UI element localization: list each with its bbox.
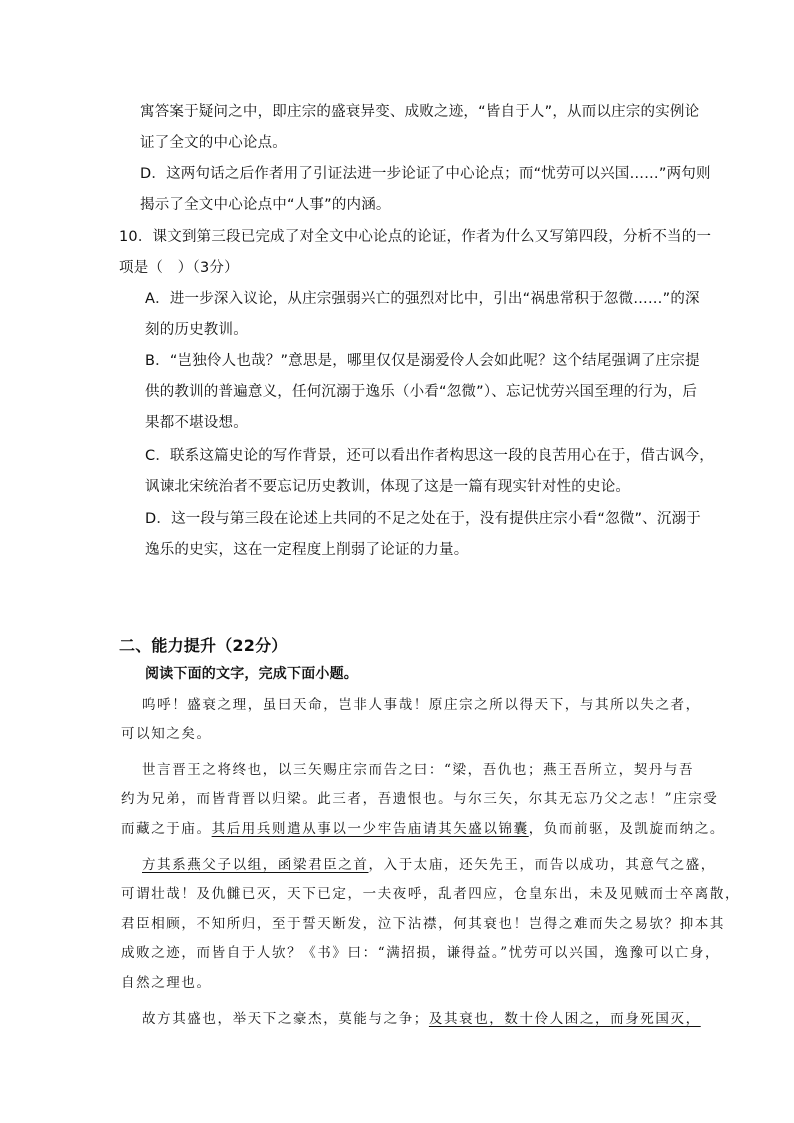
passage-text: ，入于太庙，还矢先王，而告以成功，其意气之盛，: [368, 857, 716, 873]
underlined-sentence: 其后用兵则遣从事以一少牢告庙请其矢盛以锦囊: [211, 821, 529, 837]
q10-option-a: 刻的历史教训。: [145, 322, 248, 338]
q9-option-d-line: D．这两句话之后作者用了引证法进一步论证了中心论点；而“忧劳可以兴国……”两句则: [140, 166, 711, 182]
passage-line: 世言晋王之将终也，以三矢赐庄宗而告之曰：“梁，吾仇也；燕王吾所立，契丹与吾: [142, 762, 695, 778]
q10-option-d: 逸乐的史实，这在一定程度上削弱了论证的力量。: [145, 542, 469, 558]
q10-stem: 项是（ ）（3分）: [119, 260, 239, 276]
passage-line: [142, 1009, 701, 1029]
underlined-sentence: 及其衰也，数十伶人困之，而身死国灭，: [428, 1011, 701, 1027]
passage-text: 故方其盛也，举天下之豪杰，莫能与之争；: [142, 1011, 429, 1027]
q10-option-b: B．“岂独伶人也哉？”意思是，哪里仅仅是溺爱伶人会如此呢？这个结尾强调了庄宗提: [145, 353, 700, 369]
q9-option-d-line: 揭示了全文中心论点中“人事”的内涵。: [140, 197, 391, 213]
q10-option-c: C．联系这篇史论的写作背景，还可以看出作者构思这一段的良苦用心在于，借古讽今，: [145, 448, 714, 464]
passage-line: 约为兄弟，而皆背晋以归梁。此三者，吾遗恨也。与尔三矢，尔其无忘乃父之志！”庄宗受: [121, 791, 719, 807]
passage-line: 成败之迹，而皆自于人欤？《书》曰：“满招损，谦得益。”忧劳可以兴国，逸豫可以亡身，: [121, 945, 721, 961]
underlined-sentence: 方其系燕父子以组，函梁君臣之首: [142, 857, 369, 873]
passage-text: ，负而前驱，及凯旋而纳之。: [528, 821, 726, 837]
q9-option-c-line: 寓答案于疑问之中，即庄宗的盛衰异变、成败之迹，“皆自于人”，从而以庄宗的实例论: [140, 104, 700, 120]
passage-text: 而藏之于庙。: [121, 821, 212, 837]
passage-line: [121, 819, 725, 839]
passage-line: 自然之理也。: [121, 975, 212, 991]
section-heading: 二、能力提升（22分）: [119, 636, 288, 655]
q10-option-a: A．进一步深入议论，从庄宗强弱兴亡的强烈对比中，引出“祸患常积于忽微……”的深: [145, 291, 700, 307]
passage-line: 君臣相顾，不知所归，至于誓天断发，泣下沾襟，何其衰也！岂得之难而失之易欤？抑本其: [121, 916, 725, 932]
q10-option-c: 讽谏北宋统治者不要忘记历史教训，体现了这是一篇有现实针对性的史论。: [145, 479, 631, 495]
passage-line: [142, 855, 716, 875]
q10-option-d: D．这一段与第三段在论述上共同的不足之处在于，没有提供庄宗小看“忽微”、沉溺于: [145, 511, 701, 527]
reading-instruction: 阅读下面的文字，完成下面小题。: [145, 666, 358, 682]
q10-option-b: 果都不堪设想。: [145, 415, 248, 431]
q9-option-c-line: 证了全文的中心论点。: [140, 135, 287, 151]
passage-line: 可以知之矣。: [121, 726, 212, 742]
passage-line: 可谓壮哉！及仇雠已灭，天下已定，一夫夜呼，乱者四应，仓皇东出，未及见贼而士卒离散，: [121, 886, 741, 902]
q10-stem: 10．课文到第三段已完成了对全文中心论点的论证，作者为什么又写第四段，分析不当的一: [119, 229, 712, 245]
q10-option-b: 供的教训的普遍意义，任何沉溺于逸乐（小看“忽微”）、忘记忧劳兴国至理的行为，后: [145, 384, 698, 400]
passage-line: 呜呼！盛衰之理，虽曰天命，岂非人事哉！原庄宗之所以得天下，与其所以失之者，: [142, 697, 701, 713]
